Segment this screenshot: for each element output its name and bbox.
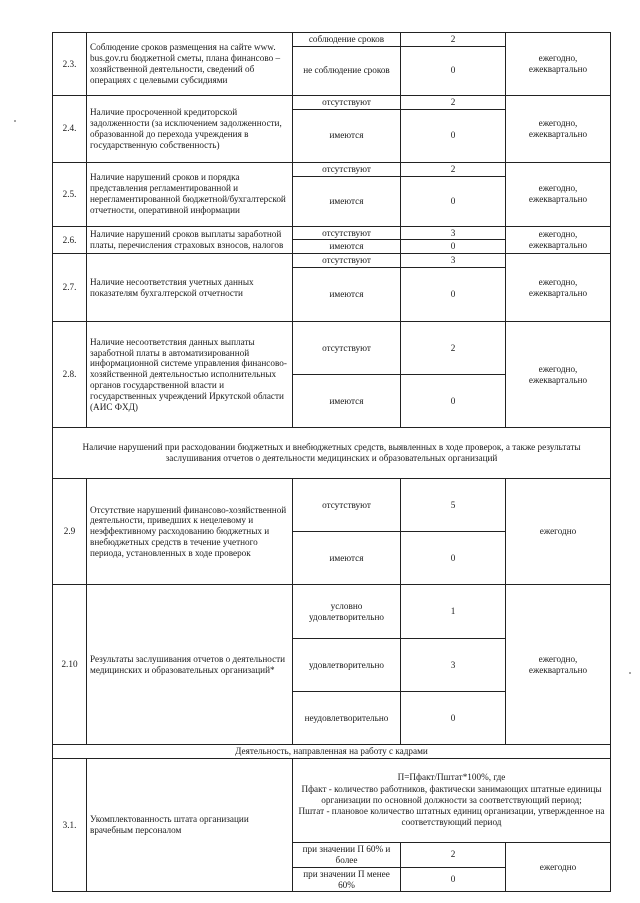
score: 0 — [401, 375, 506, 428]
table-row — [53, 162, 611, 176]
condition: условно удовлетворительно — [293, 585, 401, 639]
period: ежегодно — [506, 479, 611, 585]
scan-speck — [629, 672, 631, 674]
criterion-name: Соблюдение сроков размещения на сайте www. bus.gov.ru бюджетной сметы, плана финансово – хозяйственной деятельности, сведений об операциях с целевыми субсидиями — [87, 33, 293, 96]
score: 0 — [401, 532, 506, 585]
row-number: 2.8. — [53, 322, 87, 428]
score: 0 — [401, 240, 506, 254]
period: ежегодно — [506, 843, 611, 892]
formula-line: Пфакт - количество работников, фактически занимающих штатные единицы организации по основной должности за соответствующий период; — [301, 783, 602, 805]
score: 3 — [401, 254, 506, 268]
period: ежегодно, ежеквартально — [506, 585, 611, 745]
condition: имеются — [293, 375, 401, 428]
score: 3 — [401, 639, 506, 692]
condition: отсутствуют — [293, 479, 401, 532]
condition: отсутствуют — [293, 162, 401, 176]
period: ежегодно, ежеквартально — [506, 226, 611, 254]
period: ежегодно, ежеквартально — [506, 33, 611, 96]
criterion-name: Наличие нарушений сроков выплаты заработной платы, перечисления страховых взносов, налогов — [87, 226, 293, 254]
criterion-name: Наличие несоответствия данных выплаты заработной платы в автоматизированной информационной системе управления финансово-хозяйственной деятельностью исполнительных органов государственной власти и государственных учреждений Иркутской области (АИС ФХД) — [87, 322, 293, 428]
row-number: 2.9 — [53, 479, 87, 585]
formula-line: П=Пфакт/Пштат*100%, где — [397, 772, 506, 783]
row-number: 2.6. — [53, 226, 87, 254]
criterion-name: Наличие несоответствия учетных данных показателям бухгалтерской отчетности — [87, 254, 293, 322]
section-heading: Деятельность, направленная на работу с кадрами — [53, 745, 611, 759]
condition: при значении П менее 60% — [293, 867, 401, 892]
table-row — [53, 479, 611, 532]
row-number: 2.5. — [53, 162, 87, 226]
score: 1 — [401, 585, 506, 639]
condition: имеются — [293, 109, 401, 162]
row-number: 2.7. — [53, 254, 87, 322]
condition: не соблюдение сроков — [293, 46, 401, 95]
score: 5 — [401, 479, 506, 532]
table-row — [53, 759, 611, 843]
table-row — [53, 585, 611, 639]
score: 0 — [401, 268, 506, 322]
score: 2 — [401, 33, 506, 47]
period: ежегодно, ежеквартально — [506, 322, 611, 428]
period: ежегодно, ежеквартально — [506, 254, 611, 322]
table-row — [53, 226, 611, 240]
scan-speck — [14, 120, 16, 122]
formula-line: Пштат - плановое количество штатных единиц организации, утвержденное на соответствующий период — [298, 806, 605, 828]
condition: имеются — [293, 240, 401, 254]
score: 0 — [401, 692, 506, 745]
formula-block — [293, 759, 611, 843]
score: 3 — [401, 226, 506, 240]
criterion-name: Отсутствие нарушений финансово-хозяйственной деятельности, приведших к нецелевому и неэффективному расходованию бюджетных и внебюджетных средств в течение учетного периода, установленных в ходе проверок — [87, 479, 293, 585]
table-row — [53, 322, 611, 375]
table-row — [53, 95, 611, 109]
criterion-name: Наличие просроченной кредиторской задолженности (за исключением задолженности, образованной до перехода учреждения в государственную собственность) — [87, 95, 293, 162]
section-row — [53, 745, 611, 759]
criterion-name: Наличие нарушений сроков и порядка представления регламентированной и нерегламентированной бюджетной/бухгалтерской отчетности, оперативной информации — [87, 162, 293, 226]
score: 0 — [401, 867, 506, 892]
score: 0 — [401, 109, 506, 162]
condition: отсутствуют — [293, 254, 401, 268]
criteria-table — [52, 32, 611, 892]
row-number: 2.10 — [53, 585, 87, 745]
condition: при значении П 60% и более — [293, 843, 401, 868]
condition: отсутствуют — [293, 95, 401, 109]
period: ежегодно, ежеквартально — [506, 162, 611, 226]
score: 0 — [401, 46, 506, 95]
score: 2 — [401, 162, 506, 176]
row-number: 2.3. — [53, 33, 87, 96]
score: 0 — [401, 176, 506, 226]
condition: имеются — [293, 268, 401, 322]
condition: удовлетворительно — [293, 639, 401, 692]
section-row — [53, 428, 611, 479]
score: 2 — [401, 322, 506, 375]
row-number: 3.1. — [53, 759, 87, 892]
condition: имеются — [293, 176, 401, 226]
condition: неудовлетворительно — [293, 692, 401, 745]
condition: соблюдение сроков — [293, 33, 401, 47]
score: 2 — [401, 843, 506, 868]
table-row — [53, 254, 611, 268]
condition: отсутствуют — [293, 322, 401, 375]
score: 2 — [401, 95, 506, 109]
section-heading: Наличие нарушений при расходовании бюджетных и внебюджетных средств, выявленных в ходе проверок, а также результаты заслушивания отчетов о деятельности медицинских и образовательных организаций — [53, 428, 611, 479]
criterion-name: Укомплектованность штата организации врачебным персоналом — [87, 759, 293, 892]
criterion-name: Результаты заслушивания отчетов о деятельности медицинских и образовательных организаций* — [87, 585, 293, 745]
condition: имеются — [293, 532, 401, 585]
condition: отсутствуют — [293, 226, 401, 240]
period: ежегодно, ежеквартально — [506, 95, 611, 162]
row-number: 2.4. — [53, 95, 87, 162]
table-row — [53, 33, 611, 47]
